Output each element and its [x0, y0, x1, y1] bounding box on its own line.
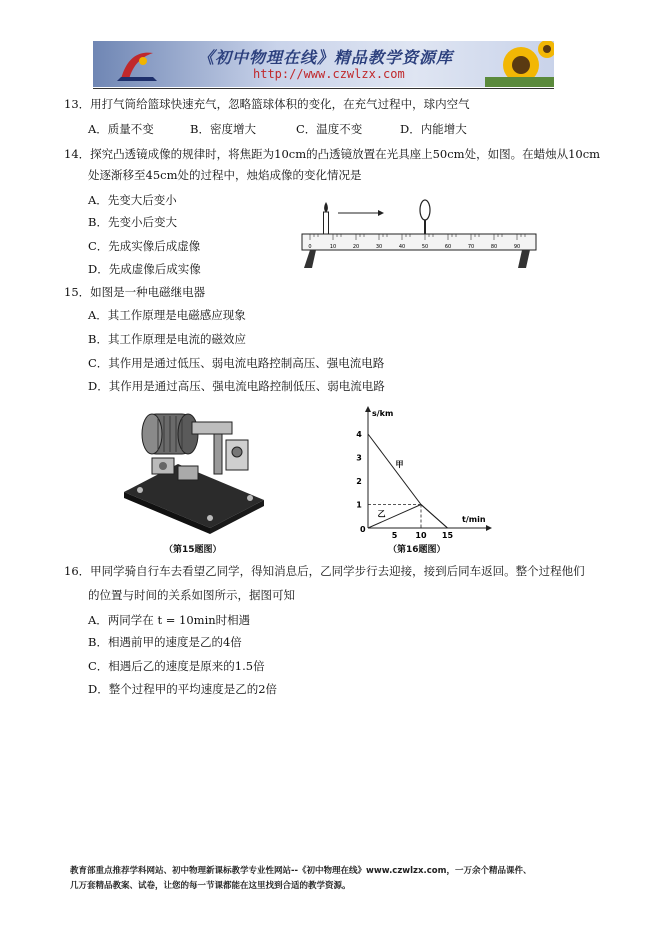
- ruler-tick-10: 10: [329, 244, 337, 250]
- x-tick-label-10: 10: [415, 531, 427, 538]
- y-tick-label-3: 3: [356, 453, 362, 463]
- q15-option-d: D．其作用是通过高压、强电流电路控制低压、弱电流电路: [88, 379, 385, 393]
- x-axis-arrow-icon: [486, 525, 492, 531]
- sunflower-icon: [485, 41, 554, 87]
- q16-option-a: A．两同学在 t = 10min时相遇: [88, 613, 251, 627]
- banner-url: http://www.czwlzx.com: [253, 67, 405, 81]
- series-label-0: 甲: [395, 459, 404, 469]
- arrow-right-icon: [338, 210, 384, 216]
- q14-option-b: B．先变小后变大: [88, 215, 177, 229]
- ruler-tick-70: 70: [467, 244, 475, 250]
- optical-bench-figure: [300, 198, 540, 270]
- q15-figure-caption: （第15题图）: [164, 545, 222, 555]
- y-axis-arrow-icon: [365, 406, 371, 412]
- x-tick-label-15: 15: [441, 531, 454, 538]
- page-footer: [70, 864, 590, 894]
- footer-line1: 教育部重点推荐学科网站、初中物理新课标教学专业性网站--《初中物理在线》www.czwlzx.com，一万余个精品课件、: [70, 866, 532, 876]
- y-axis-label: s/km: [372, 409, 394, 418]
- q14-option-a: A．先变大后变小: [88, 193, 177, 207]
- series-label-1: 乙: [377, 509, 386, 519]
- ruler-tick-30: 30: [375, 244, 383, 250]
- q15-option-c: C．其作用是通过低压、弱电流电路控制高压、强电流电路: [88, 356, 385, 370]
- origin-label: 0: [360, 525, 366, 534]
- q16-option-c: C．相遇后乙的速度是原来的1.5倍: [88, 659, 265, 673]
- site-logo-icon: [113, 47, 159, 83]
- ruler-tick-50: 50: [421, 244, 429, 250]
- y-tick-label-4: 4: [356, 430, 362, 439]
- q14-option-d: D．先成虚像后成实像: [88, 262, 201, 276]
- y-tick-label-2: 2: [356, 477, 362, 486]
- q14-stem-line1: 14．探究凸透镜成像的规律时，将焦距为10cm的凸透镜放置在光具座上50cm处，如图。在蜡烛从10cm: [64, 147, 601, 161]
- bench-leg-left: [304, 250, 316, 268]
- ruler-tick-90: 90: [513, 244, 521, 250]
- ruler-tick-20: 20: [352, 244, 360, 250]
- q13-stem: 13．用打气筒给篮球快速充气，忽略篮球体积的变化，在充气过程中，球内空气: [64, 97, 470, 111]
- q13-option-b: B．密度增大: [190, 122, 256, 136]
- candle-icon: [324, 202, 329, 234]
- relay-photo: [118, 400, 268, 535]
- q16-stem-line1: 16．甲同学骑自行车去看望乙同学，得知消息后，乙同学步行去迎接，接到后同车返回。整个过程他们: [64, 564, 585, 578]
- q15-option-a: A．其工作原理是电磁感应现象: [88, 308, 246, 322]
- convex-lens-icon: [420, 200, 430, 234]
- ruler-tick-0: 0: [308, 244, 312, 250]
- y-tick-label-1: 1: [356, 500, 362, 510]
- q15-option-b: B．其工作原理是电流的磁效应: [88, 332, 246, 346]
- q14-option-c: C．先成实像后成虚像: [88, 239, 201, 253]
- q16-stem-line2: 的位置与时间的关系如图所示，据图可知: [88, 588, 295, 602]
- q16-option-d: D．整个过程甲的平均速度是乙的2倍: [88, 682, 278, 696]
- bench-leg-right: [518, 250, 530, 268]
- banner-title: 《初中物理在线》精品教学资源库: [198, 48, 454, 67]
- x-tick-label-5: 5: [391, 531, 398, 538]
- q13-option-a: A．质量不变: [88, 122, 154, 136]
- q13-option-d: D．内能增大: [400, 122, 467, 136]
- x-axis-label: t/min: [462, 515, 486, 524]
- header-rule: [93, 88, 554, 89]
- q13-option-c: C．温度不变: [296, 122, 363, 136]
- q16-chart: [338, 404, 498, 538]
- header-banner: [93, 41, 554, 87]
- q15-stem: 15．如图是一种电磁继电器: [64, 285, 206, 299]
- footer-line2: 几万套精品教案、试卷，让您的每一节课都能在这里找到合适的教学资源。: [70, 881, 351, 891]
- q16-figure-caption: （第16题图）: [388, 545, 446, 555]
- ruler-tick-40: 40: [398, 244, 406, 250]
- q14-stem-line2: 处逐渐移至45cm处的过程中，烛焰成像的变化情况是: [88, 168, 362, 182]
- ruler-tick-80: 80: [490, 244, 498, 250]
- q16-option-b: B．相遇前甲的速度是乙的4倍: [88, 635, 242, 649]
- ruler-tick-60: 60: [444, 244, 452, 250]
